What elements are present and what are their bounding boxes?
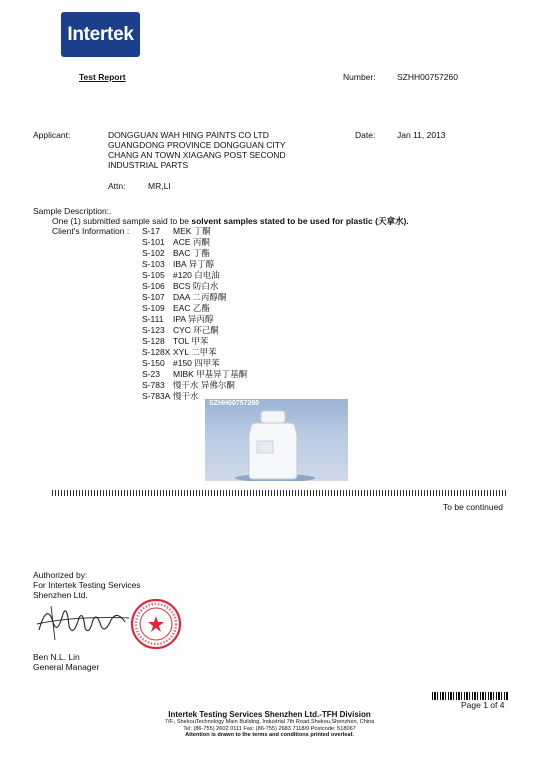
sample-item	[142, 336, 208, 346]
sample-name: BCS 防白水	[173, 281, 219, 291]
number-value: SZHH00757260	[397, 72, 458, 82]
sample-item	[142, 314, 213, 324]
sample-code: S-107	[142, 292, 165, 302]
authorized-line: Authorized by:	[33, 570, 88, 580]
sample-code: S-109	[142, 303, 165, 313]
sample-name: MEK 丁酮	[173, 226, 211, 236]
signature-image	[33, 596, 133, 646]
sample-name: 慢干水 异佛尔酮	[173, 380, 235, 390]
sample-item	[142, 358, 220, 368]
sample-photo	[205, 399, 348, 481]
authorized-line: For Intertek Testing Services	[33, 580, 141, 590]
authorized-line: Shenzhen Ltd.	[33, 590, 88, 600]
sample-name: TOL 甲苯	[173, 336, 209, 346]
sample-heading: Sample Description:.	[33, 206, 112, 216]
report-title: Test Report	[79, 72, 126, 82]
sample-name: IBA 异丁醇	[173, 259, 215, 269]
footer-note: Attention is drawn to the terms and conditions printed overleaf.	[185, 732, 354, 738]
sample-name: #120 白电油	[173, 270, 220, 280]
sample-name: BAC 丁酯	[173, 248, 210, 258]
sample-item	[142, 259, 214, 269]
signatory-name: Ben N.L. Lin	[33, 652, 80, 662]
applicant-address	[108, 130, 286, 170]
sample-code: S-23	[142, 369, 160, 379]
sample-code: S-101	[142, 237, 165, 247]
applicant-line: CHANG AN TOWN XIAGANG POST SECOND	[108, 150, 286, 160]
sample-item	[142, 281, 218, 291]
sample-code: S-102	[142, 248, 165, 258]
sample-intro-bold: solvent samples stated to be used for plastic	[191, 216, 373, 226]
footer-contact: Tel: (86-755) 2602 0111 Fax: (86-755) 2683 7118/9 Postcode: 518067	[183, 726, 356, 732]
client-info-label: Client's Information :	[52, 226, 130, 236]
sample-name: MIBK 甲基异丁基酮	[173, 369, 248, 379]
sample-item	[142, 292, 226, 302]
sample-code: S-111	[142, 314, 164, 324]
sample-code: S-105	[142, 270, 165, 280]
sample-code: S-123	[142, 325, 165, 335]
logo-text: Intertek	[67, 23, 134, 45]
photo-label: SZHH00757260	[209, 400, 260, 407]
sample-item	[142, 391, 199, 401]
bottle-icon	[205, 399, 348, 481]
sample-item	[142, 270, 220, 280]
sample-name: ACE 丙酮	[173, 237, 210, 247]
attn-value: MR,LI	[148, 181, 171, 191]
sample-code: S-103	[142, 259, 165, 269]
sample-name: CYC 环己酮	[173, 325, 219, 335]
sample-intro-suffix: (天拿水).	[372, 216, 409, 226]
signatory-title: General Manager	[33, 662, 100, 672]
sample-name: DAA 二丙醇酮	[173, 292, 227, 302]
sample-code: S-783	[142, 380, 165, 390]
applicant-line: DONGGUAN WAH HING PAINTS CO LTD	[108, 130, 269, 140]
intertek-logo	[61, 12, 140, 57]
date-value: Jan 11, 2013	[397, 130, 446, 140]
applicant-line: INDUSTRIAL PARTS	[108, 160, 189, 170]
sample-code: S-783A	[142, 391, 171, 401]
sample-item	[142, 248, 210, 258]
sample-item	[142, 380, 235, 390]
signatory	[33, 652, 99, 672]
applicant-line: GUANGDONG PROVINCE DONGGUAN CITY	[108, 140, 286, 150]
continued-note: To be continued	[443, 502, 504, 512]
sample-item	[142, 237, 210, 247]
footer-address: 7/F., ShekouTechnology Main Building, Industrial 7th Road,Shekou,Shenzhen, China	[164, 719, 375, 725]
sample-name: 慢干水	[173, 391, 199, 401]
sample-intro-prefix: One (1) submitted sample said to be	[52, 216, 192, 226]
applicant-label: Applicant:	[33, 130, 71, 140]
separator-stars	[52, 490, 508, 496]
sample-item	[142, 369, 247, 379]
sample-code: S-17	[142, 226, 160, 236]
sample-item	[142, 347, 217, 357]
number-label: Number:	[343, 72, 376, 82]
sample-item	[142, 226, 211, 236]
sample-item	[142, 325, 219, 335]
footer-company: Intertek Testing Services Shenzhen Ltd.-TFH Division	[168, 710, 371, 719]
sample-name: IPA 异丙醇	[173, 314, 214, 324]
attn-label: Attn:	[108, 181, 126, 191]
sample-name: EAC 乙酯	[173, 303, 210, 313]
sample-code: S-128	[142, 336, 165, 346]
sample-code: S-106	[142, 281, 165, 291]
sample-name: #150 四甲苯	[173, 358, 220, 368]
page-indicator: Page 1 of 4	[461, 700, 505, 710]
company-stamp	[130, 598, 182, 650]
date-label: Date:	[355, 130, 376, 140]
sample-name: XYL 二甲苯	[173, 347, 217, 357]
sample-item	[142, 303, 210, 313]
barcode	[432, 692, 508, 700]
sample-code: S-128X	[142, 347, 171, 357]
sample-code: S-150	[142, 358, 165, 368]
